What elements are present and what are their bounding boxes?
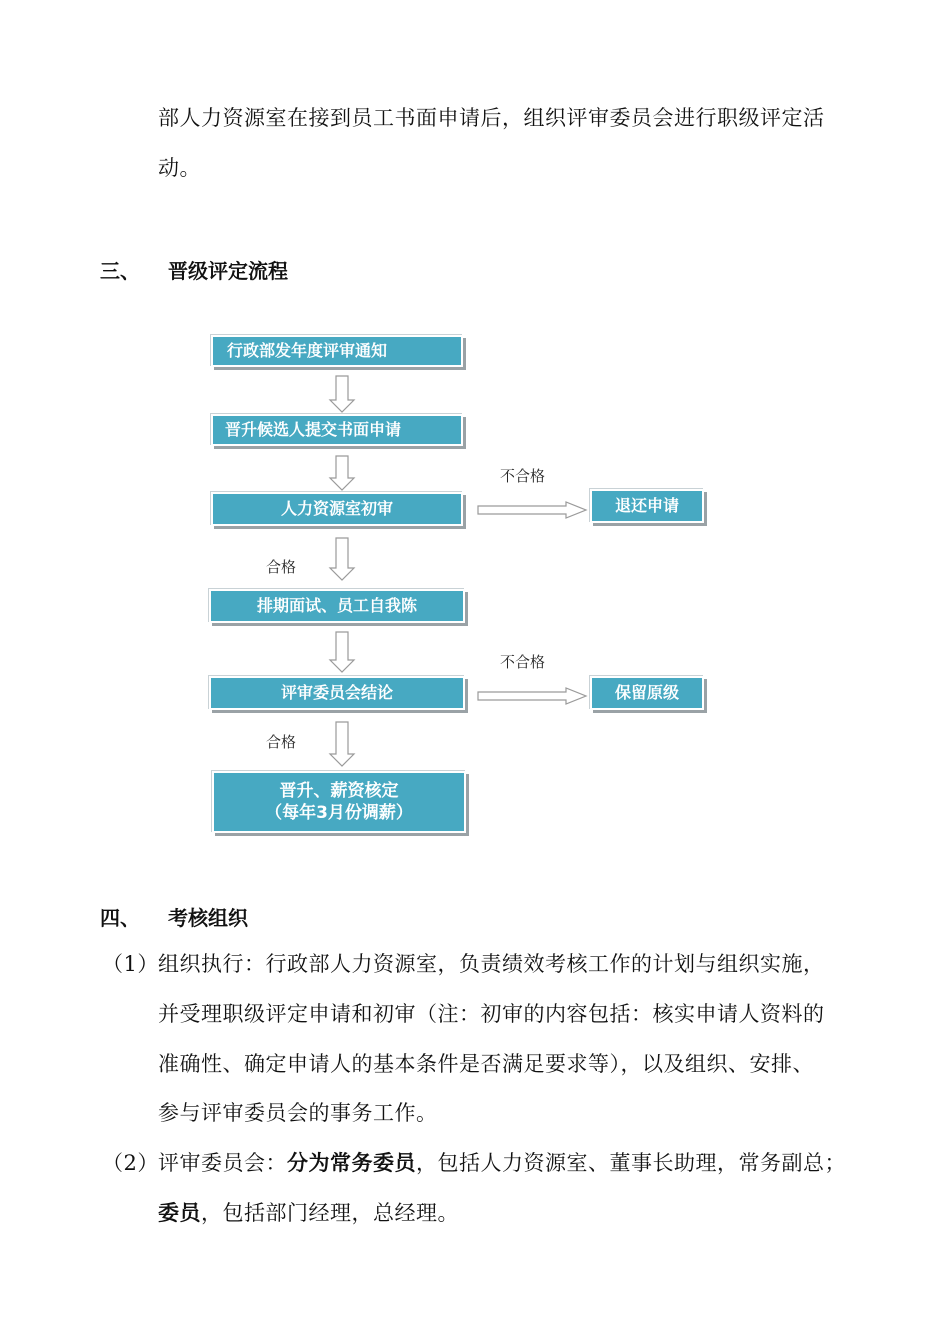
item-2-prefix: 评审委员会：	[158, 1151, 287, 1175]
item-2-rest-1: ，包括人力资源室、董事长助理，常务副总；	[416, 1151, 846, 1175]
flow-step-4-label: 排期面试、员工自我陈	[256, 596, 417, 615]
flow-reject-return	[590, 489, 704, 523]
flow-step-3	[211, 492, 463, 526]
flow-reject-keep-label: 保留原级	[614, 683, 679, 702]
flow-step-1	[211, 335, 463, 367]
down-arrow-5	[330, 722, 354, 766]
section-3-number: 三、	[100, 259, 140, 283]
right-arrow-1	[478, 502, 586, 518]
flow-final-step	[212, 771, 466, 833]
fail-label-2: 不合格	[500, 653, 546, 671]
flow-final-line-1: 晋升、薪资核定	[279, 781, 399, 801]
flow-reject-keep	[590, 676, 704, 710]
down-arrow-1	[330, 376, 354, 412]
item-1-line-3: 准确性、确定申请人的基本条件是否满足要求等），以及组织、安排、	[158, 1052, 814, 1076]
section-3-title: 晋级评定流程	[168, 259, 288, 283]
item-2-line-2	[158, 1199, 459, 1227]
flow-step-4	[209, 589, 465, 623]
flow-step-2	[211, 414, 463, 446]
item-1-line-4: 参与评审委员会的事务工作。	[158, 1101, 438, 1125]
down-arrow-4	[330, 632, 354, 672]
down-arrow-2	[330, 456, 354, 490]
section-4-title: 考核组织	[168, 906, 248, 930]
item-2-line-1	[158, 1149, 846, 1177]
flow-step-2-label: 晋升候选人提交书面申请	[225, 420, 402, 439]
flow-step-3-label: 人力资源室初审	[280, 499, 393, 518]
intro-line-1: 部人力资源室在接到员工书面申请后，组织评审委员会进行职级评定活	[158, 106, 825, 130]
down-arrow-3	[330, 538, 354, 580]
right-arrow-2	[478, 688, 586, 704]
fail-label-1: 不合格	[500, 467, 546, 485]
item-2-marker: （2）	[102, 1151, 159, 1175]
pass-label-2: 合格	[266, 733, 297, 751]
pass-label-1: 合格	[266, 558, 297, 576]
item-2-bold-standing: 分为常务委员	[287, 1150, 416, 1175]
item-1-marker: （1）	[102, 952, 159, 976]
flow-reject-return-label: 退还申请	[614, 496, 679, 515]
intro-line-2: 动。	[158, 156, 201, 180]
flow-step-1-label: 行政部发年度评审通知	[227, 341, 388, 360]
flow-step-5	[209, 676, 465, 710]
item-2-bold-member: 委员	[158, 1200, 201, 1225]
flow-step-5-label: 评审委员会结论	[280, 683, 393, 702]
section-4-number: 四、	[100, 906, 140, 930]
item-1-line-2: 并受理职级评定申请和初审（注：初审的内容包括：核实申请人资料的	[158, 1002, 825, 1026]
item-2-rest-2: ，包括部门经理，总经理。	[201, 1201, 459, 1225]
flow-final-line-2: （每年3月份调薪）	[265, 803, 413, 823]
item-1-line-1: 组织执行：行政部人力资源室，负责绩效考核工作的计划与组织实施，	[158, 952, 825, 976]
